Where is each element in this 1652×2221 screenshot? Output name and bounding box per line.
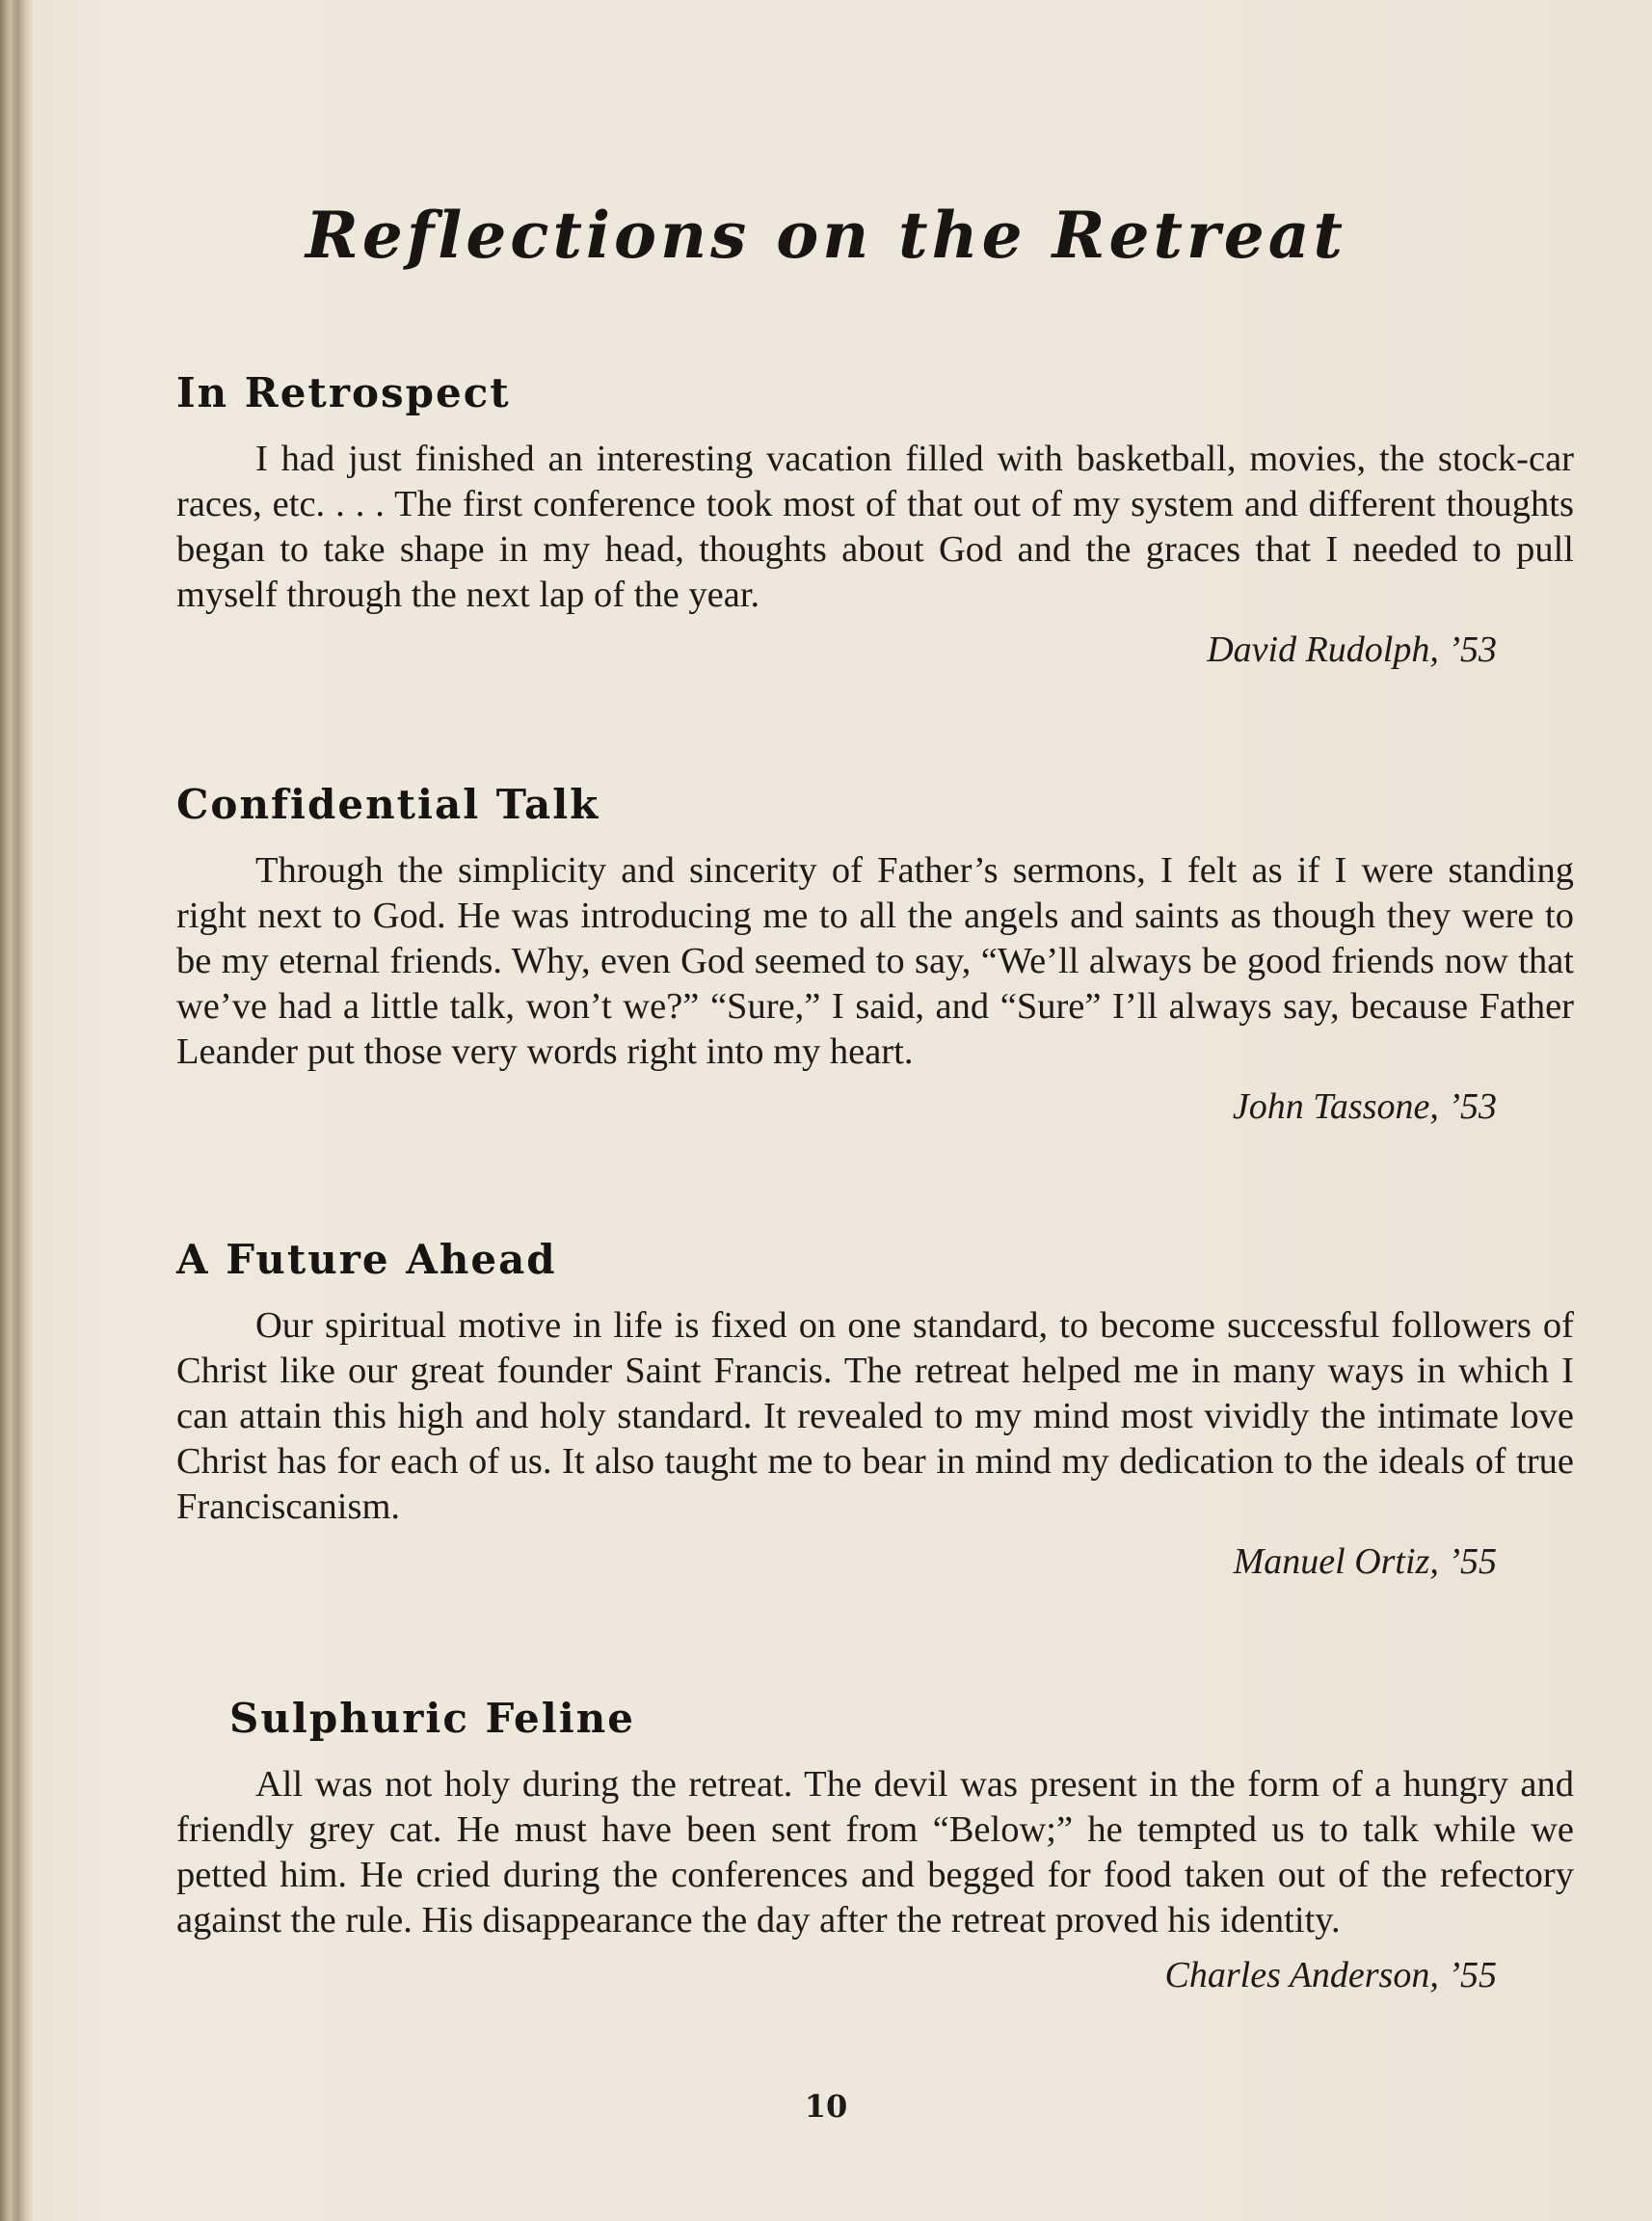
section-body: Our spiritual motive in life is fixed on one standard, to become successful followers of Christ like our great founder Saint Francis. The retreat helped me in many ways in which I can attain this high and holy standard. It revealed to my mind most vividly the intimate love Christ has for each of us. It also taught me to bear in mind my dedication to the ideals of true Franciscanism.	[176, 1305, 1574, 1528]
section-a-future-ahead	[176, 1238, 1574, 1585]
section-heading: Sulphuric Feline	[229, 1695, 635, 1742]
section-author: John Tassone, ’53	[1232, 1086, 1497, 1128]
section-heading: A Future Ahead	[176, 1236, 557, 1283]
section-author: David Rudolph, ’53	[1207, 629, 1497, 671]
book-binding	[0, 0, 33, 2221]
section-in-retrospect	[176, 371, 1574, 673]
section-author: Charles Anderson, ’55	[1164, 1955, 1497, 1996]
section-body: All was not holy during the retreat. The devil was present in the form of a hungry and friendly grey cat. He must have been sent from “Below;” he tempted us to talk while we petted him. He cried during the conferences and begged for food taken out of the refectory against the rule. His disappearance the day after the retreat proved his identity.	[176, 1764, 1574, 1941]
section-heading: Confidential Talk	[176, 781, 600, 828]
section-heading: In Retrospect	[176, 369, 511, 416]
page-number: 10	[804, 2088, 848, 2125]
section-body: I had just finished an interesting vacation filled with basketball, movies, the stock-car races, etc. . . . The first conference took most of that out of my system and different thoughts began to take shape in my head, thoughts about God and the graces that I needed to pull myself through the next lap of the year.	[176, 439, 1574, 616]
section-body: Through the simplicity and sincerity of Father’s sermons, I felt as if I were standing right next to God. He was introducing me to all the angels and saints as though they were to be my eternal friends. Why, even God seemed to say, “We’ll always be good friends now that we’ve had a little talk, won’t we?” “Sure,” I said, and “Sure” I’ll always say, because Father Leander put those very words right into my heart.	[176, 850, 1574, 1073]
section-author: Manuel Ortiz, ’55	[1233, 1541, 1497, 1583]
page-title: Reflections on the Retreat	[306, 198, 1346, 273]
section-confidential-talk	[176, 783, 1574, 1130]
section-sulphuric-feline	[176, 1697, 1574, 1998]
